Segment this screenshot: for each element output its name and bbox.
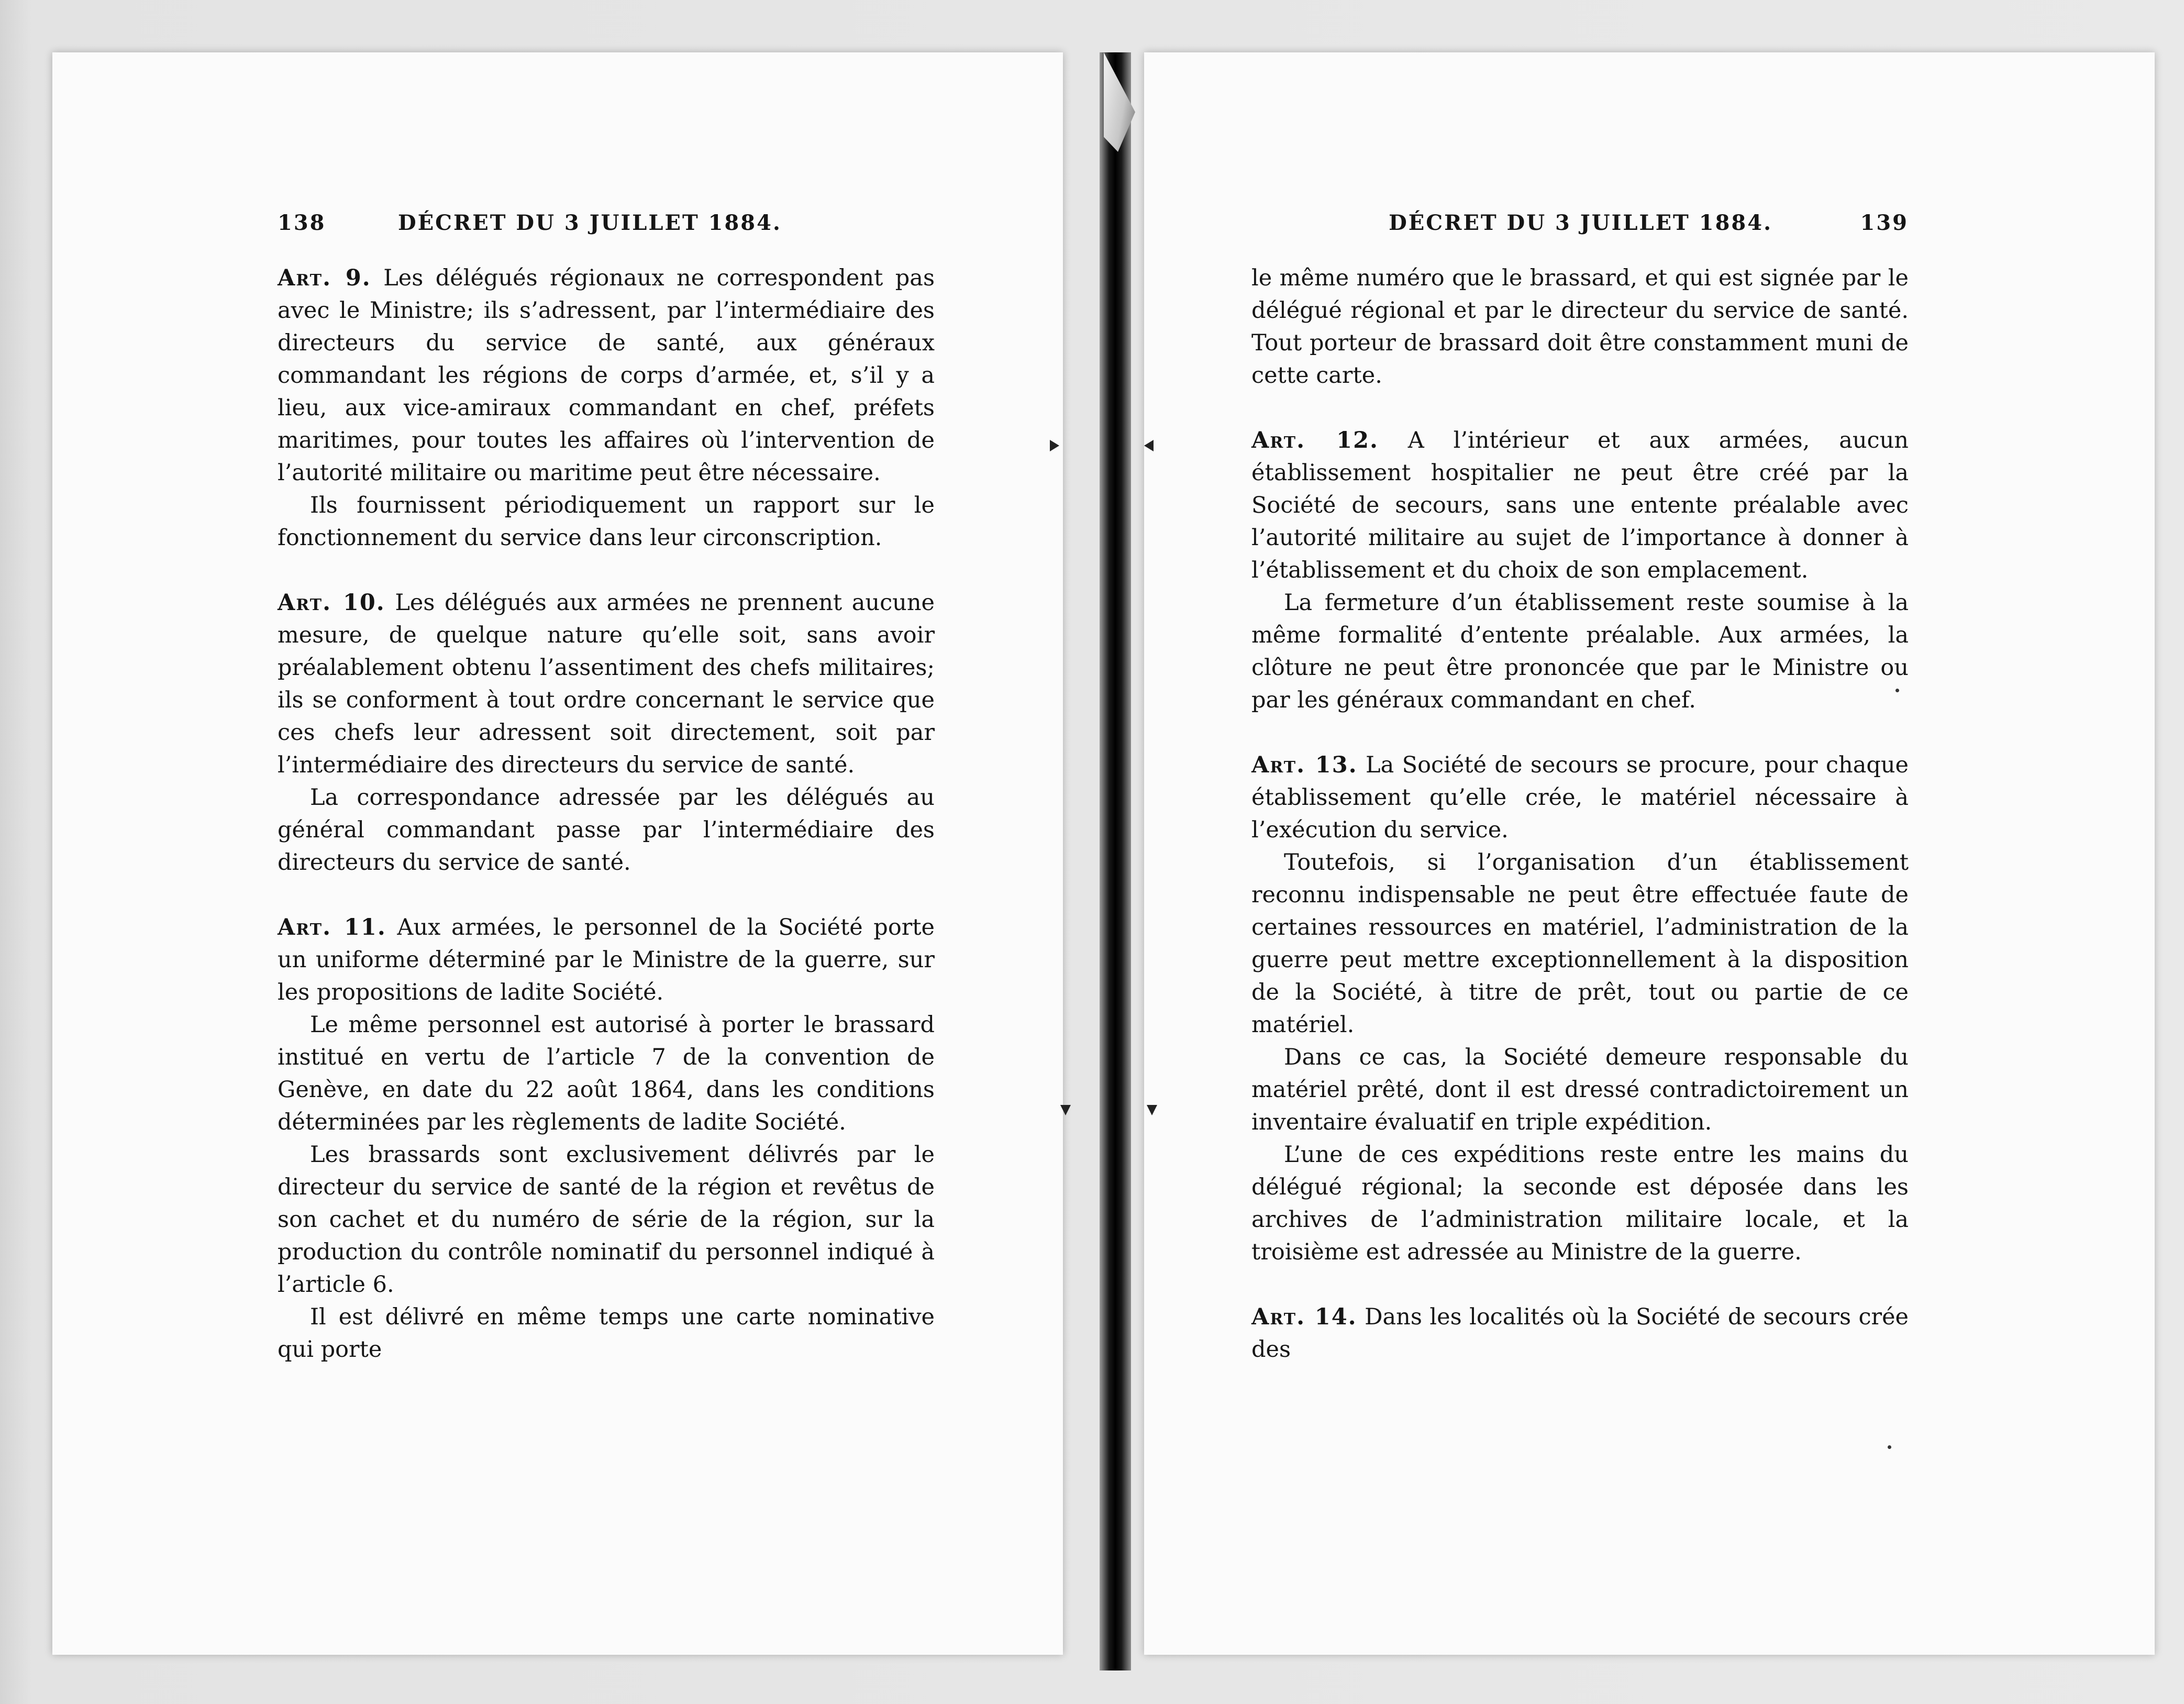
- article-14-paragraph: [1251, 1301, 1909, 1366]
- article-12-continuation: La fermeture d’un établissement reste soumise à la même formalité d’entente préalable. Aux armées, la clôture ne peut être prononcée que par le Ministre ou par les généraux commandant en chef.: [1251, 590, 1909, 713]
- registration-mark-down-pointing: [1147, 1105, 1157, 1115]
- article-13-loan-paragraph: Toutefois, si l’organisation d’un établissement reconnu indispensable ne peut être effectuée faute de certaines ressources en matériel, l’administration de la guerre peut mettre exceptionnellement à la disposition de la Société, à titre de prêt, tout ou partie de ce matériel.: [1251, 849, 1909, 1038]
- article-10-continuation: La correspondance adressée par les délégués au général commandant passe par l’intermédiaire des directeurs du service de santé.: [278, 784, 935, 876]
- left-page: [52, 52, 1063, 1655]
- article-14-label: Art. 14.: [1251, 1304, 1357, 1330]
- article-11-paragraph: [278, 911, 935, 1009]
- article-13-text: La Société de secours se procure, pour chaque établissement qu’elle crée, le matériel nécessaire à l’exécution du service.: [1251, 752, 1909, 843]
- article-13-paragraph: [1251, 749, 1909, 846]
- article-11-text: Aux armées, le personnel de la Société porte un uniforme déterminé par le Ministre de la guerre, sur les propositions de ladite Société.: [278, 914, 935, 1005]
- right-running-head: [1251, 207, 1909, 239]
- left-running-head: [278, 207, 935, 239]
- article-12-label: Art. 12.: [1251, 427, 1379, 453]
- article-9-continuation: Ils fournissent périodiquement un rapport sur le fonctionnement du service dans leur circonscription.: [278, 492, 935, 551]
- article-9-paragraph: [278, 262, 935, 489]
- article-13-copies-paragraph: L’une de ces expéditions reste entre les mains du délégué régional; la seconde est déposée dans les archives de l’administration militaire locale, et la troisième est adressée au Ministre de la guerre.: [1251, 1142, 1909, 1265]
- book-gutter: [1100, 52, 1131, 1670]
- right-text-block: [1251, 262, 1909, 1366]
- article-11-card-paragraph: Il est délivré en même temps une carte nominative qui porte: [278, 1304, 935, 1363]
- article-9-text: Les délégués régionaux ne correspondent pas avec le Ministre; ils s’adressent, par l’intermédiaire des directeurs du service de santé, aux généraux commandant les régions de corps d’armée, et, s’il y a lieu, aux vice-amiraux commandant en chef, préfets maritimes, pour toutes les affaires où l’intervention de l’autorité militaire ou maritime peut être nécessaire.: [278, 265, 935, 486]
- left-running-title: DÉCRET DU 3 JUILLET 1884.: [398, 211, 782, 235]
- article-11-brassard-paragraph: Le même personnel est autorisé à porter le brassard institué en vertu de l’article 7 de la convention de Genève, en date du 22 août 1864, dans les conditions déterminées par les règlements de ladite Société.: [278, 1012, 935, 1135]
- article-10-text: Les délégués aux armées ne prennent aucune mesure, de quelque nature qu’elle soit, sans avoir préalablement obtenu l’assentiment des chefs militaires; ils se conforment à tout ordre concernant le service que ces chefs leur adressent soit directement, soit par l’intermédiaire des directeurs du service de santé.: [278, 590, 935, 778]
- article-12-text: A l’intérieur et aux armées, aucun établissement hospitalier ne peut être créé par la Société de secours, sans une entente préalable avec l’autorité militaire au sujet de l’importance à donner à l’établissement et du choix de son emplacement.: [1251, 427, 1909, 583]
- article-11-delivery-paragraph: Les brassards sont exclusivement délivrés par le directeur du service de santé de la région et revêtus de son cachet et du numéro de série de la région, sur la production du contrôle nominatif du personnel indiqué à l’article 6.: [278, 1142, 935, 1298]
- article-12-paragraph: [1251, 424, 1909, 587]
- ink-speck: [1888, 1445, 1891, 1449]
- left-text-block: [278, 262, 935, 1366]
- registration-mark-right-pointing: [1050, 440, 1059, 451]
- article-13-responsibility-paragraph: Dans ce cas, la Société demeure responsable du matériel prêté, dont il est dressé contradictoirement un inventaire évaluatif en triple expédition.: [1251, 1044, 1909, 1135]
- article-10-label: Art. 10.: [278, 590, 385, 616]
- left-page-number: 138: [278, 211, 326, 235]
- article-13-label: Art. 13.: [1251, 752, 1358, 778]
- article-9-label: Art. 9.: [278, 265, 371, 291]
- ink-speck: [1895, 689, 1899, 692]
- right-page-number: 139: [1860, 211, 1909, 235]
- article-11-label: Art. 11.: [278, 914, 386, 940]
- registration-mark-down-pointing: [1060, 1105, 1071, 1115]
- article-14-text: Dans les localités où la Société de secours crée des: [1251, 1304, 1909, 1363]
- article-10-paragraph: [278, 587, 935, 781]
- article-11-carry-over: le même numéro que le brassard, et qui est signée par le délégué régional et par le directeur du service de santé. Tout porteur de brassard doit être constamment muni de cette carte.: [1251, 265, 1909, 389]
- registration-mark-left-pointing: [1144, 440, 1154, 451]
- right-page: [1144, 52, 2155, 1655]
- right-running-title: DÉCRET DU 3 JUILLET 1884.: [1389, 211, 1772, 235]
